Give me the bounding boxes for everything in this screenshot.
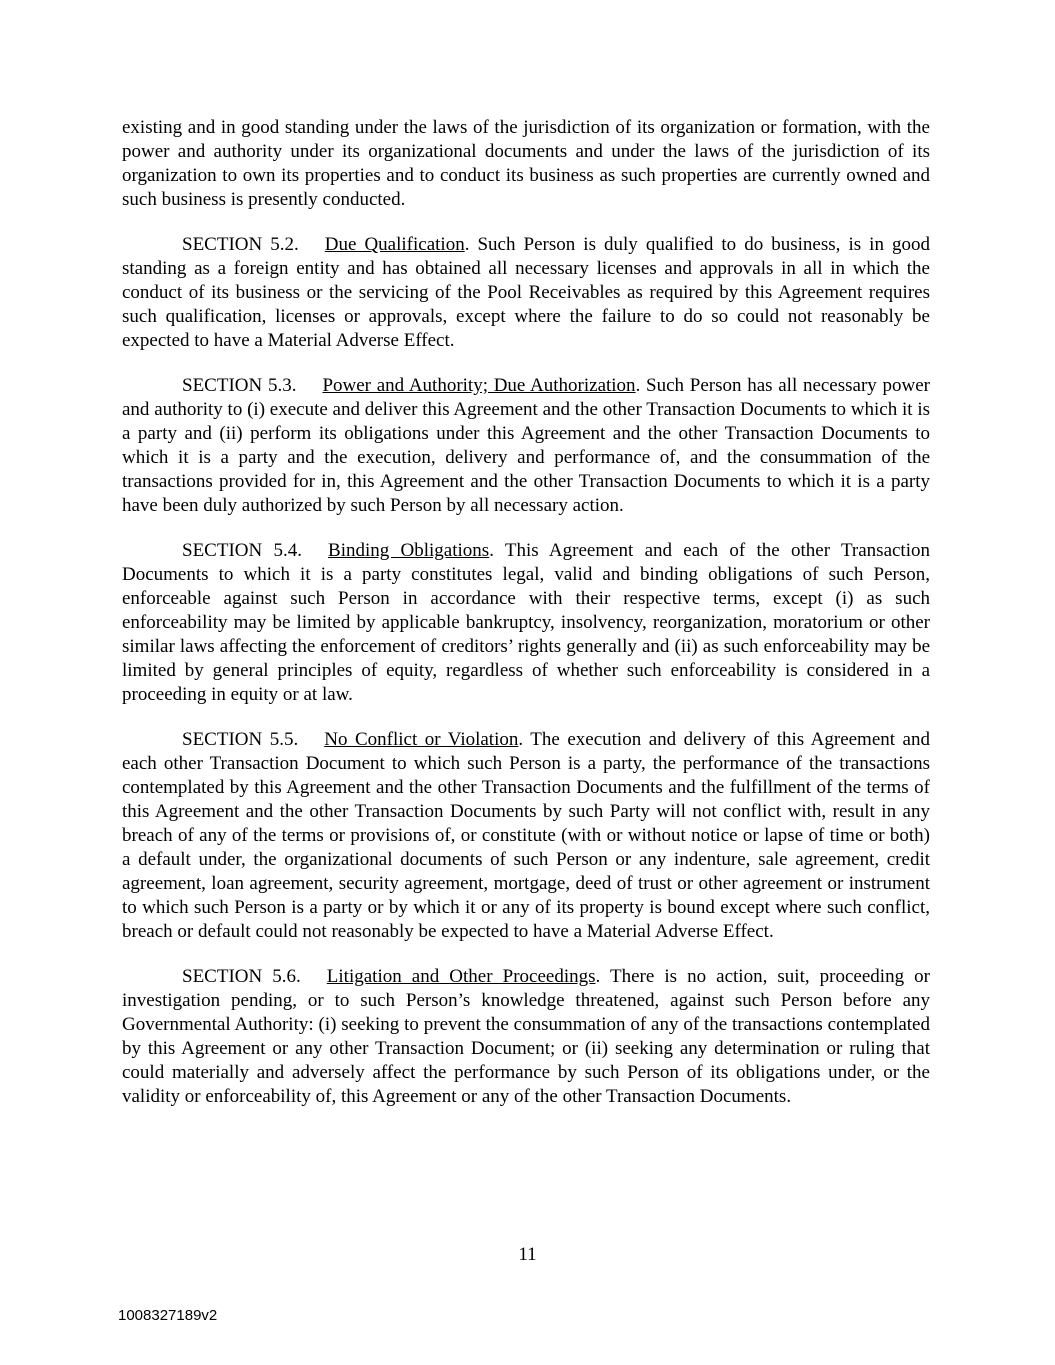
section-5-6-heading: Litigation and Other Proceedings bbox=[326, 966, 596, 987]
section-5-3-label: SECTION 5.3. bbox=[182, 375, 297, 396]
page-number: 11 bbox=[518, 1244, 537, 1265]
section-5-2-label: SECTION 5.2. bbox=[182, 234, 299, 255]
section-5-5-heading: No Conflict or Violation bbox=[324, 729, 519, 750]
section-5-5-paragraph bbox=[122, 728, 930, 944]
section-5-5-body: . The execution and delivery of this Agreement and each other Transaction Document to which such Person is a party, the performance of the transactions contemplated by this Agreement and the other Transaction Documents and the fulfillment of the terms of this Agreement and the other Transaction Documents by such Party will not conflict with, result in any breach of any of the terms or provisions of, or constitute (with or without notice or lapse of time or both) a default under, the organizational documents of such Person or any indenture, sale agreement, credit agreement, loan agreement, security agreement, mortgage, deed of trust or other agreement or instrument to which such Person is a party or by which it or any of its property is bound except where such conflict, breach or default could not reasonably be expected to have a Material Adverse Effect. bbox=[122, 729, 930, 942]
section-5-2-heading: Due Qualification bbox=[324, 234, 465, 255]
continuation-paragraph-text: existing and in good standing under the laws of the jurisdiction of its organization or formation, with the power and authority under its organizational documents and under the laws of the jurisdiction of its organization to own its properties and to conduct its business as such properties are currently owned and such business is presently conducted. bbox=[122, 117, 930, 210]
section-5-5-label: SECTION 5.5. bbox=[182, 729, 299, 750]
section-5-4-label: SECTION 5.4. bbox=[182, 540, 303, 561]
document-id-footer: 1008327189v2 bbox=[118, 1307, 218, 1324]
document-body bbox=[122, 116, 930, 1130]
section-5-4-body: . This Agreement and each of the other Transaction Documents to which it is a party constitutes legal, valid and binding obligations of such Person, enforceable against such Person in accordance with their respective terms, except (i) as such enforceability may be limited by applicable bankruptcy, insolvency, reorganization, moratorium or other similar laws affecting the enforcement of creditors’ rights generally and (ii) as such enforceability may be limited by general principles of equity, regardless of whether such enforceability is considered in a proceeding in equity or at law. bbox=[122, 540, 930, 705]
section-5-6-label: SECTION 5.6. bbox=[182, 966, 301, 987]
section-5-4-heading: Binding Obligations bbox=[328, 540, 490, 561]
section-5-6-body: . There is no action, suit, proceeding or investigation pending, or to such Person’s knowledge threatened, against such Person before any Governmental Authority: (i) seeking to prevent the consummation of any of the transactions contemplated by this Agreement or any other Transaction Document; or (ii) seeking any determination or ruling that could materially and adversely affect the performance by such Person of its obligations under, or the validity or enforceability of, this Agreement or any of the other Transaction Documents. bbox=[122, 966, 930, 1107]
section-5-4-paragraph bbox=[122, 539, 930, 707]
continuation-paragraph bbox=[122, 116, 930, 212]
section-5-3-body: . Such Person has all necessary power and authority to (i) execute and deliver this Agreement and the other Transaction Documents to which it is a party and (ii) perform its obligations under this Agreement and the other Transaction Documents to which it is a party and the execution, delivery and performance of, and the consummation of the transactions provided for in, this Agreement and the other Transaction Documents to which it is a party have been duly authorized by such Person by all necessary action. bbox=[122, 375, 930, 516]
section-5-3-paragraph bbox=[122, 374, 930, 518]
section-5-3-heading: Power and Authority; Due Authorization bbox=[322, 375, 636, 396]
section-5-6-paragraph bbox=[122, 965, 930, 1109]
section-5-2-body: . Such Person is duly qualified to do business, is in good standing as a foreign entity and has obtained all necessary licenses and approvals in all in which the conduct of its business or the servicing of the Pool Receivables as required by this Agreement requires such qualification, licenses or approvals, except where the failure to do so could not reasonably be expected to have a Material Adverse Effect. bbox=[122, 234, 930, 351]
section-5-2-paragraph bbox=[122, 233, 930, 353]
